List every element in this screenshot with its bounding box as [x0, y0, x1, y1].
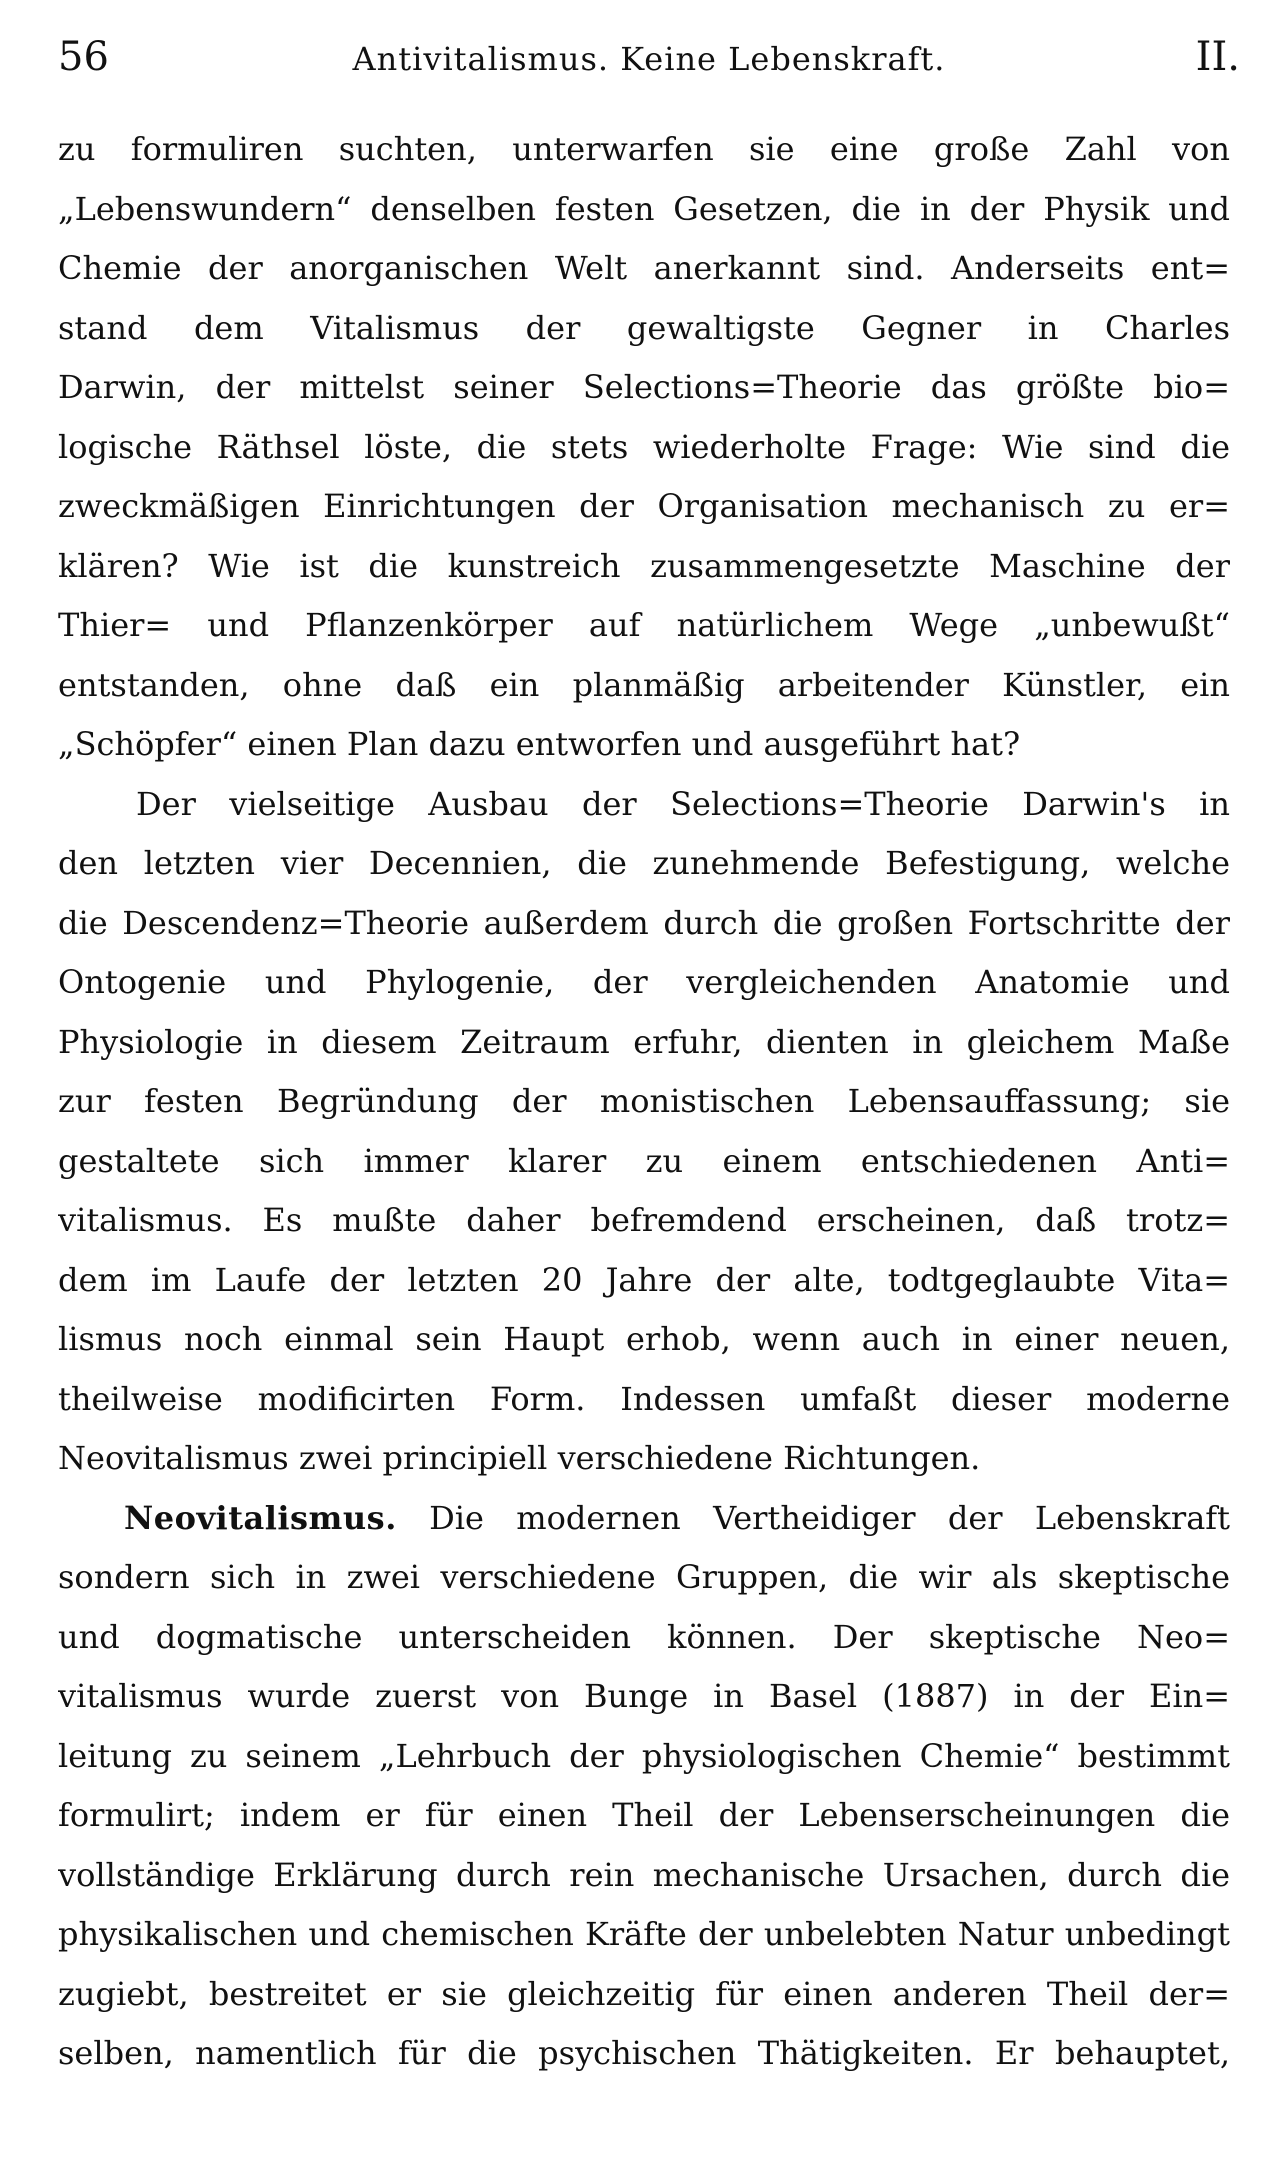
text-line: Thier= und Pflanzenkörper auf natürlichem Wege „unbewußt“ — [58, 606, 1230, 644]
text-line: stand dem Vitalismus der gewaltigste Gegner in Charles — [58, 308, 1230, 347]
text-line: zur festen Begründung der monistischen Lebensauffassung; sie — [58, 1082, 1230, 1120]
text-line: vitalismus wurde zuerst von Bunge in Basel (1887) in der Ein= — [58, 1677, 1230, 1715]
text-line: Ontogenie und Phylogenie, der vergleichenden Anatomie und — [58, 963, 1230, 1001]
text-line: dem im Laufe der letzten 20 Jahre der alte, todtgeglaubte Vita= — [58, 1260, 1230, 1299]
text-line: logische Räthsel löste, die stets wiederholte Frage: Wie sind die — [58, 427, 1230, 466]
text-line: klären? Wie ist die kunstreich zusammengesetzte Maschine der — [58, 546, 1230, 585]
running-header — [58, 34, 1240, 94]
section-start-line — [58, 1489, 1230, 1549]
text-line: „Schöpfer“ einen Plan dazu entworfen und ausgeführt hat? — [58, 725, 1021, 763]
text-line: Physiologie in diesem Zeitraum erfuhr, dienten in gleichem Maße — [58, 1022, 1230, 1061]
text-line: den letzten vier Decennien, die zunehmende Befestigung, welche — [58, 844, 1230, 882]
text-line: vollständige Erklärung durch rein mechanische Ursachen, durch die — [58, 1855, 1230, 1894]
text-line: die Descendenz=Theorie außerdem durch die großen Fortschritte der — [58, 903, 1230, 942]
text-line: physikalischen und chemischen Kräfte der unbelebten Natur unbedingt — [58, 1915, 1230, 1953]
text-line: entstanden, ohne daß ein planmäßig arbeitender Künstler, ein — [58, 665, 1230, 704]
text-line: zu formuliren suchten, unterwarfen sie eine große Zahl von — [58, 130, 1230, 168]
page-number: 56 — [58, 34, 109, 80]
text-line: formulirt; indem er für einen Theil der Lebenserscheinungen die — [58, 1796, 1230, 1834]
text-line: zweckmäßigen Einrichtungen der Organisation mechanisch zu er= — [58, 487, 1230, 525]
section-text: Die modernen Vertheidiger der Lebenskraft — [396, 1498, 1230, 1537]
running-title: Antivitalismus. Keine Lebenskraft. — [352, 40, 946, 78]
text-line: lismus noch einmal sein Haupt erhob, wenn auch in einer neuen, — [58, 1320, 1230, 1358]
text-line: Chemie der anorganischen Welt anerkannt sind. Anderseits ent= — [58, 249, 1230, 287]
text-line: Darwin, der mittelst seiner Selections=Theorie das größte bio= — [58, 368, 1230, 406]
section-heading: Neovitalismus. — [124, 1498, 397, 1537]
text-line: theilweise modificirten Form. Indessen umfaßt dieser moderne — [58, 1379, 1230, 1418]
text-line: zugiebt, bestreitet er sie gleichzeitig für einen anderen Theil der= — [58, 1974, 1230, 2013]
text-line: sondern sich in zwei verschiedene Gruppen, die wir als skeptische — [58, 1558, 1230, 1596]
text-line: vitalismus. Es mußte daher befremdend erscheinen, daß trotz= — [58, 1201, 1230, 1239]
text-line: gestaltete sich immer klarer zu einem entschiedenen Anti= — [58, 1141, 1230, 1180]
text-line: und dogmatische unterscheiden können. Der skeptische Neo= — [58, 1617, 1230, 1656]
text-line: selben, namentlich für die psychischen Thätigkeiten. Er behauptet, — [58, 2034, 1230, 2072]
text-line: Neovitalismus zwei principiell verschiedene Richtungen. — [58, 1439, 981, 1477]
chapter-number: II. — [1195, 34, 1240, 80]
text-line: „Lebenswundern“ denselben festen Gesetzen, die in der Physik und — [58, 189, 1230, 228]
text-line: leitung zu seinem „Lehrbuch der physiologischen Chemie“ bestimmt — [58, 1736, 1230, 1775]
paragraph-start-line: Der vielseitige Ausbau der Selections=Theorie Darwin's in — [136, 784, 1230, 823]
body-text — [58, 120, 1230, 2084]
